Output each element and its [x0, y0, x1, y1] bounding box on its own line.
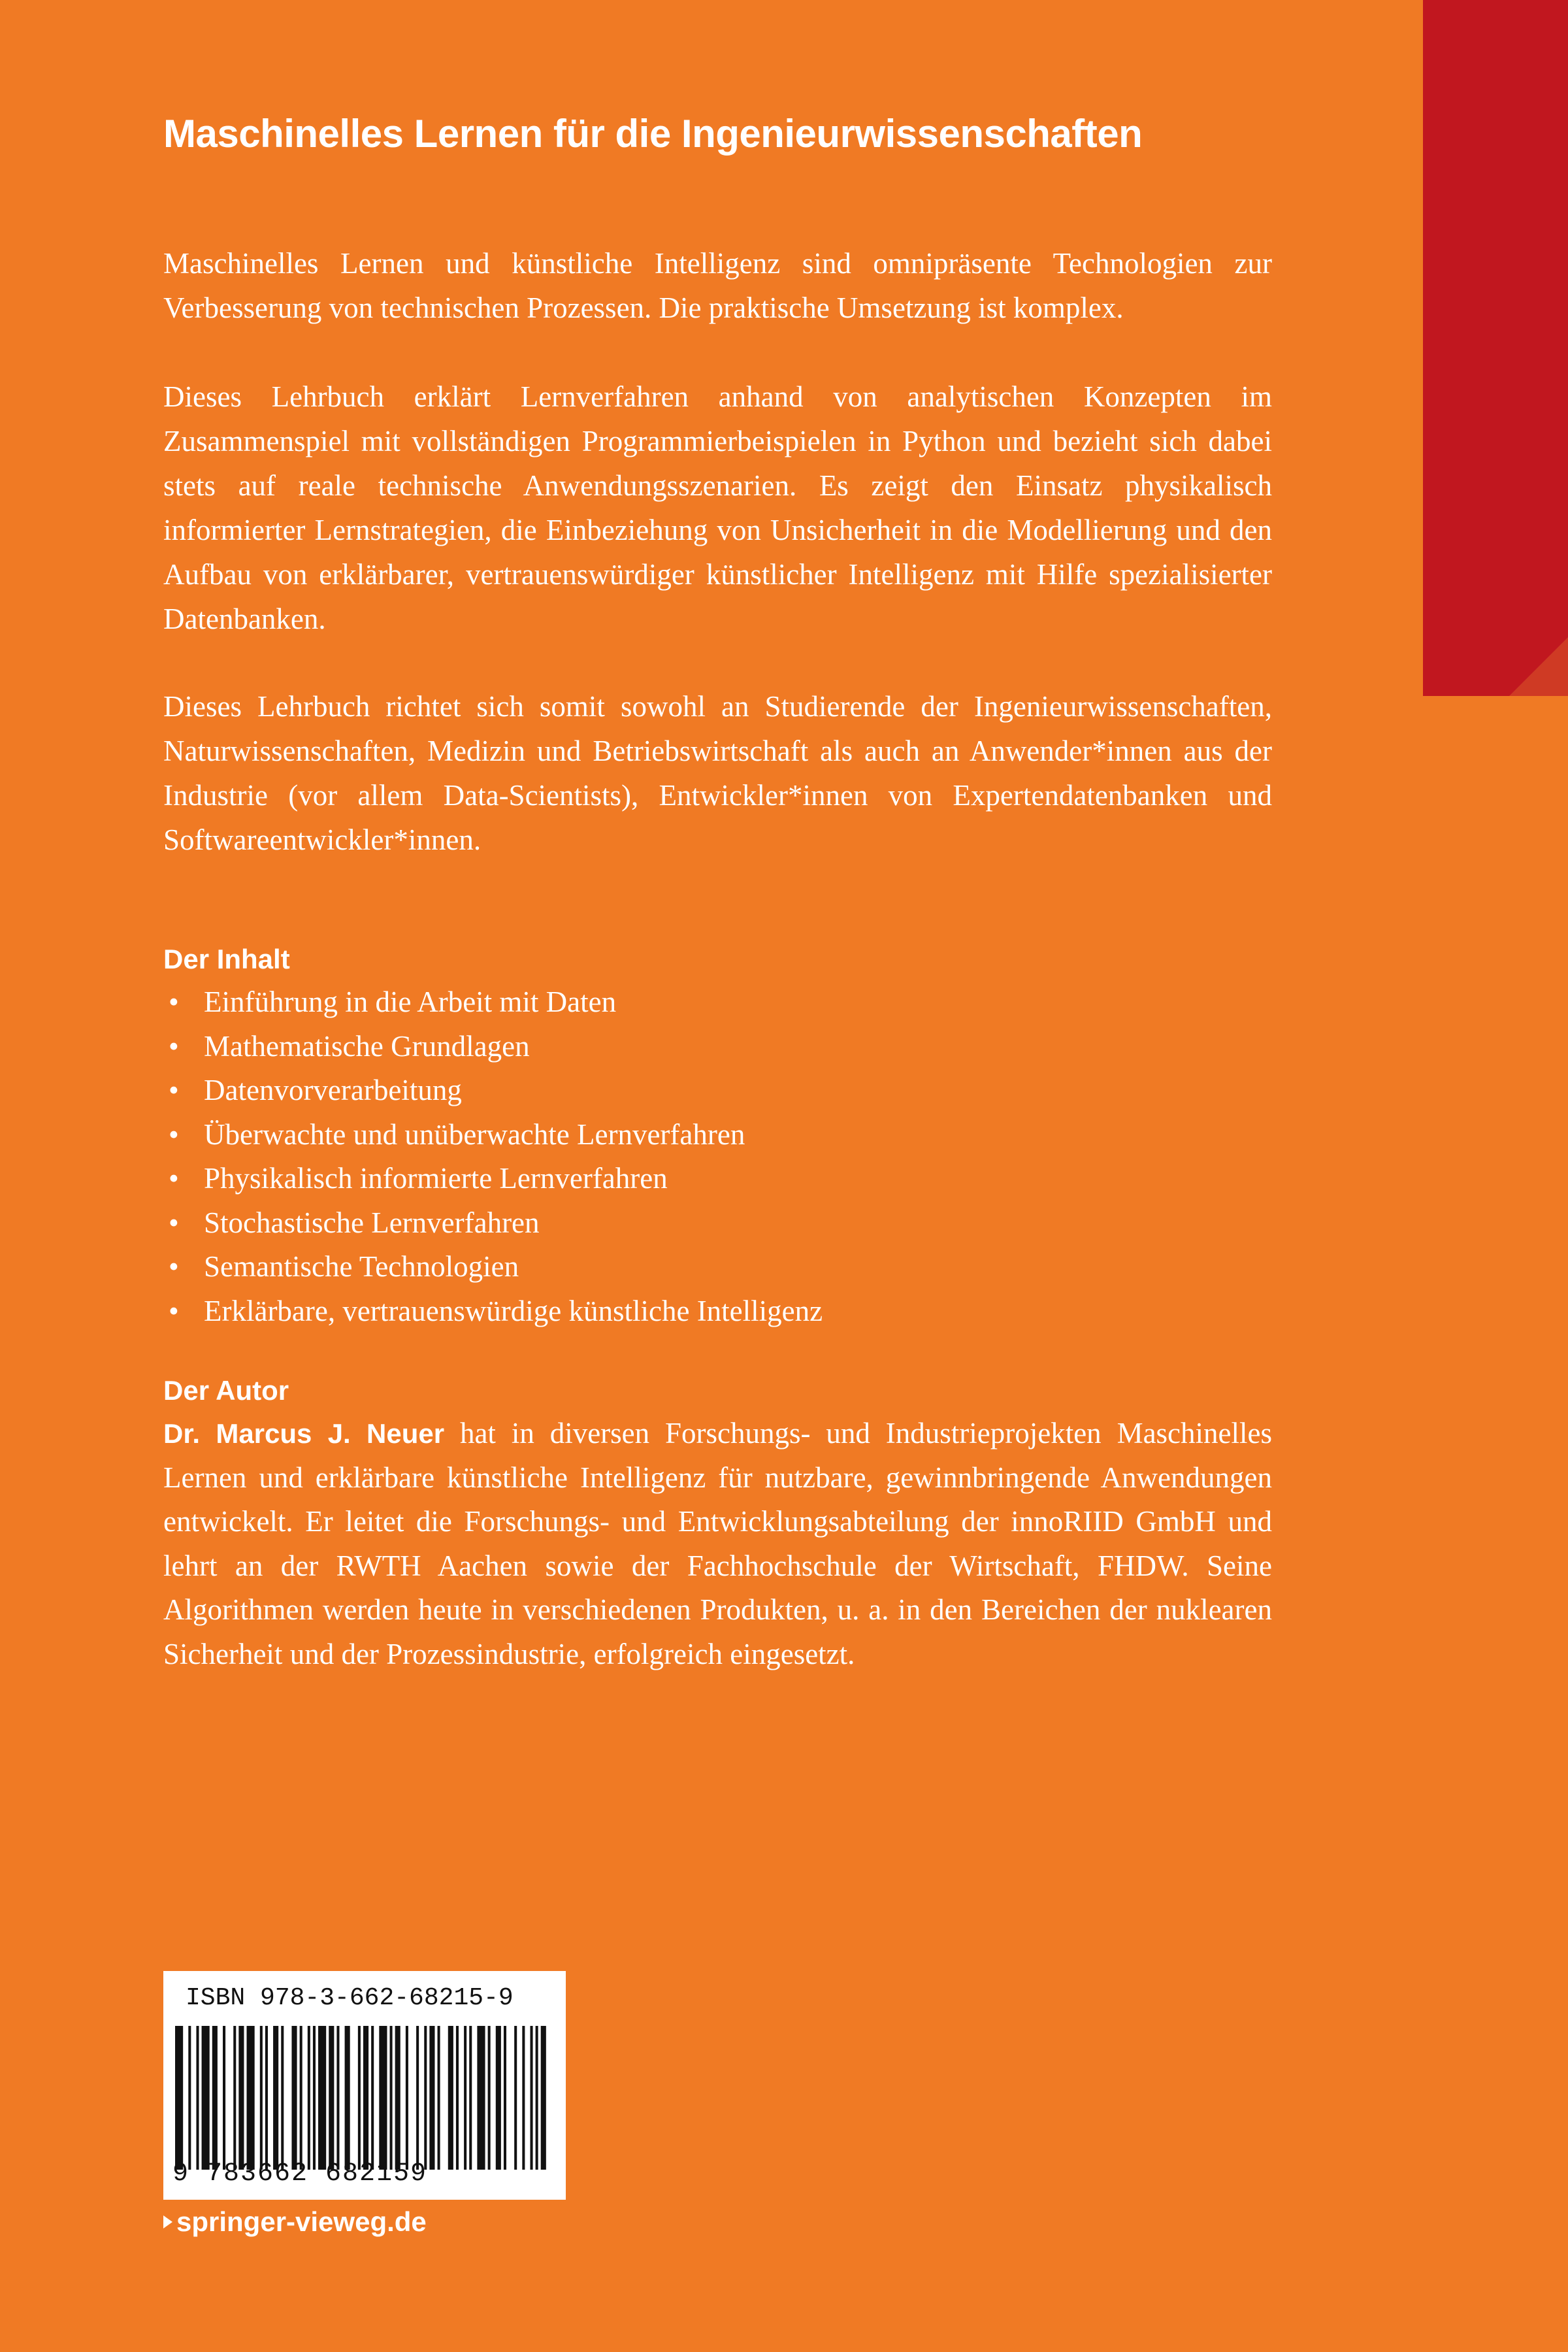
bullet-icon: • [169, 1029, 179, 1063]
barcode-bar [488, 2026, 491, 2170]
bullet-icon: • [169, 1162, 179, 1195]
barcode-bar [358, 2026, 361, 2170]
barcode-bar [345, 2026, 350, 2170]
list-item-text: Semantische Technologien [204, 1250, 519, 1283]
barcode-bar [336, 2026, 339, 2170]
barcode-bar [363, 2026, 368, 2170]
barcode-bar [196, 2026, 199, 2170]
list-item [163, 1289, 823, 1334]
contents-list [163, 980, 823, 1333]
barcode-bar [273, 2026, 278, 2170]
barcode-bar [395, 2026, 400, 2170]
list-item [163, 1157, 823, 1201]
list-item-text: Stochastische Lernverfahren [204, 1206, 540, 1239]
list-item-text: Datenvorverarbeitung [204, 1074, 462, 1106]
list-item [163, 1025, 823, 1069]
barcode-bar [429, 2026, 434, 2170]
barcode-bar [379, 2026, 387, 2170]
barcode-bar [536, 2026, 538, 2170]
author-bio [163, 1412, 1272, 1676]
barcode-bar [175, 2026, 183, 2170]
barcode-bar [469, 2026, 472, 2170]
barcode-bar [260, 2026, 263, 2170]
description-paragraph-3: Dieses Lehrbuch richtet sich somit sowohl an Studierende der Ingenieurwissenschaften, Naturwissenschaften, Medizin und Betriebswirtschaft als auch an Anwender*innen aus der Industrie (vor allem Data-Scientists), Entwickler*innen von Expertendatenbanken und Softwareentwickler*innen. [163, 690, 1272, 856]
bullet-icon: • [169, 1074, 179, 1106]
barcode-bar [371, 2026, 374, 2170]
barcode-bar [448, 2026, 453, 2170]
barcode-bar [202, 2026, 210, 2170]
website-link-text[interactable]: springer-vieweg.de [176, 2206, 427, 2237]
barcode-bar [318, 2026, 326, 2170]
bullet-icon: • [169, 1294, 179, 1327]
barcode-bar [406, 2026, 408, 2170]
list-item [163, 980, 823, 1025]
list-item-text: Erklärbare, vertrauenswürdige künstliche Intelligenz [204, 1294, 823, 1327]
barcode-bar [464, 2026, 466, 2170]
list-item-text: Mathematische Grundlagen [204, 1029, 530, 1063]
list-item-text: Überwachte und unüberwachte Lernverfahren [204, 1118, 745, 1151]
list-item [163, 1113, 823, 1157]
barcode-bar [281, 2026, 284, 2170]
description-paragraph-2: Dieses Lehrbuch erklärt Lernverfahren anhand von analytischen Konzepten im Zusammenspiel mit vollständigen Programmierbeispielen in Python und bezieht sich dabei stets auf reale technische Anwendungsszenarien. Es zeigt den Einsatz physikalisch informierter Lernstrategien, die Einbeziehung von Unsicherheit in die Modellierung und den Aufbau von erklärbarer, vertrauenswürdiger künstlicher Intelligenz mit Hilfe spezialisierter Datenbanken. [163, 380, 1272, 635]
description-paragraph-1: Maschinelles Lernen und künstliche Intelligenz sind omnipräsente Technologien zur Verbesserung von technischen Prozessen. Die praktische Umsetzung ist komplex. [163, 247, 1272, 324]
bullet-icon: • [169, 1206, 179, 1239]
barcode-bar [247, 2026, 255, 2170]
barcode-bar [477, 2026, 485, 2170]
barcode-bar [291, 2026, 297, 2170]
barcode-bar [188, 2026, 191, 2170]
isbn-barcode [163, 1971, 566, 2200]
isbn-label: ISBN 978-3-662-68215-9 [186, 1984, 514, 2012]
book-title: Maschinelles Lernen für die Ingenieurwissenschaften [163, 112, 1143, 156]
barcode-bar [531, 2026, 533, 2170]
list-item [163, 1068, 823, 1113]
author-heading: Der Autor [163, 1375, 289, 1406]
barcode-bar [438, 2026, 440, 2170]
barcode-bar [313, 2026, 316, 2170]
red-corner-tab [1423, 0, 1568, 696]
barcode-bar [329, 2026, 334, 2170]
author-bio-text: hat in diversen Forschungs- und Industrieprojekten Maschinelles Lernen und erklärbare künstliche Intelligenz für nutzbare, gewinnbringende Anwendungen entwickelt. Er leitet die Forschungs- und Entwicklungsabteilung der innoRIID GmbH und lehrt an der RWTH Aachen sowie der Fachhochschule der Wirtschaft, FHDW. Seine Algorithmen werden heute in verschiedenen Produkten, u. a. in den Bereichen der nuklearen Sicherheit und der Prozessindustrie, erfolgreich eingesetzt. [163, 1417, 1273, 1670]
barcode-bar [416, 2026, 419, 2170]
barcode-bar [456, 2026, 459, 2170]
barcode-bar [541, 2026, 546, 2170]
barcode-bar [223, 2026, 225, 2170]
barcode-bar [522, 2026, 525, 2170]
bullet-icon: • [169, 1250, 179, 1283]
barcode-bar [212, 2026, 218, 2170]
barcode-bar [504, 2026, 506, 2170]
publisher-website[interactable] [163, 2205, 427, 2239]
barcode-bars [175, 2026, 554, 2170]
barcode-bar [300, 2026, 302, 2170]
list-item [163, 1245, 823, 1289]
contents-heading: Der Inhalt [163, 944, 290, 974]
barcode-bar [265, 2026, 268, 2170]
bullet-icon: • [169, 986, 179, 1018]
corner-fold-decoration [1509, 637, 1568, 696]
barcode-bar [390, 2026, 393, 2170]
author-name: Dr. Marcus J. Neuer [163, 1418, 445, 1449]
list-item [163, 1201, 823, 1246]
barcode-bar [233, 2026, 236, 2170]
arrow-right-icon [163, 2215, 172, 2228]
barcode-bar [514, 2026, 517, 2170]
list-item-text: Einführung in die Arbeit mit Daten [204, 986, 617, 1018]
bullet-icon: • [169, 1118, 179, 1151]
barcode-bar [496, 2026, 501, 2170]
barcode-bar [238, 2026, 244, 2170]
list-item-text: Physikalisch informierte Lernverfahren [204, 1162, 668, 1195]
barcode-bar [424, 2026, 427, 2170]
barcode-bar [308, 2026, 310, 2170]
barcode-digits: 9 783662 682159 [172, 2159, 428, 2189]
